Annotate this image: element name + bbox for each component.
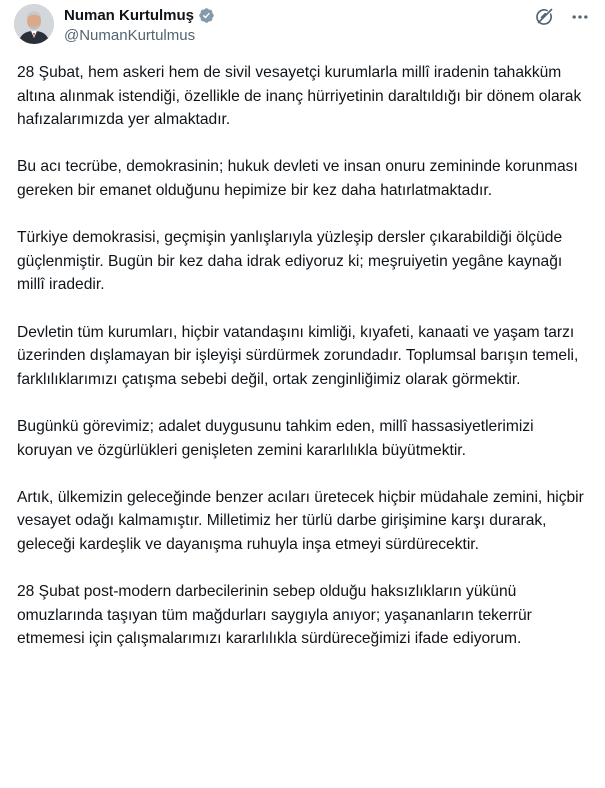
post-paragraph: Bugünkü görevimiz; adalet duygusunu tahkim eden, millî hassasiyetlerimizi koruyan ve özgürlükleri genişleten zemini kararlılıkla büyütmektir. bbox=[17, 417, 534, 459]
post-paragraph: 28 Şubat, hem askeri hem de sivil vesayetçi kurumlarla millî iradenin tahakküm altına alınmak istendiği, özellikle de inanç hürriyetinin daraltıldığı bir dönem olarak hafızalarımızda yer almaktadır. bbox=[17, 64, 582, 129]
post-text bbox=[17, 61, 591, 651]
post-actions bbox=[519, 6, 591, 28]
post-paragraph: Bu acı tecrübe, demokrasinin; hukuk devleti ve insan onuru zemininde korunması gereken bir emanet olduğunu hepimize bir kez daha hatırlatmaktadır. bbox=[17, 158, 578, 199]
author-info bbox=[64, 5, 215, 44]
post-paragraph: Devletin tüm kurumları, hiçbir vatandaşını kimliği, kıyafeti, kanaati ve yaşam tarzı üzerinden dışlamayan bir işleyişi sürdürmek zorundadır. Toplumsal barışın temeli, farklılıklarımızı çatışma sebebi değil, ortak zenginliğimiz olarak görmektir. bbox=[17, 323, 579, 388]
grok-icon[interactable] bbox=[533, 6, 555, 28]
post-header bbox=[14, 4, 591, 48]
post-paragraph: 28 Şubat post-modern darbecilerinin sebep olduğu haksızlıkların yükünü omuzlarında taşıyan tüm mağdurları saygıyla anıyor; yaşananların tekerrür etmemesi için çalışmalarımızı kararlılıkla sürdüreceğimizi ifade ediyorum. bbox=[17, 583, 532, 648]
verified-badge-icon[interactable] bbox=[198, 7, 215, 24]
post-paragraph: Artık, ülkemizin geleceğinde benzer acıları üretecek hiçbir müdahale zemini, hiçbir vesayet odağı kalmamıştır. Milletimiz her türlü darbe girişimine karşı durarak, geleceği kardeşlik ve dayanışma ruhuyla inşa etmeyi sürdürecektir. bbox=[17, 488, 584, 553]
display-name[interactable]: Numan Kurtulmuş bbox=[64, 6, 195, 24]
name-row bbox=[64, 5, 215, 25]
post-paragraph: Türkiye demokrasisi, geçmişin yanlışlarıyla yüzleşip dersler çıkarabildiği ölçüde güçlenmiştir. Bugün bir kez daha idrak ediyoruz ki; meşruiyetin yegâne kaynağı millî iradedir. bbox=[17, 229, 563, 294]
user-handle[interactable]: @NumanKurtulmus bbox=[64, 27, 196, 44]
avatar[interactable] bbox=[14, 4, 54, 44]
avatar-portrait-icon bbox=[14, 4, 54, 44]
more-options-icon[interactable] bbox=[569, 6, 591, 28]
